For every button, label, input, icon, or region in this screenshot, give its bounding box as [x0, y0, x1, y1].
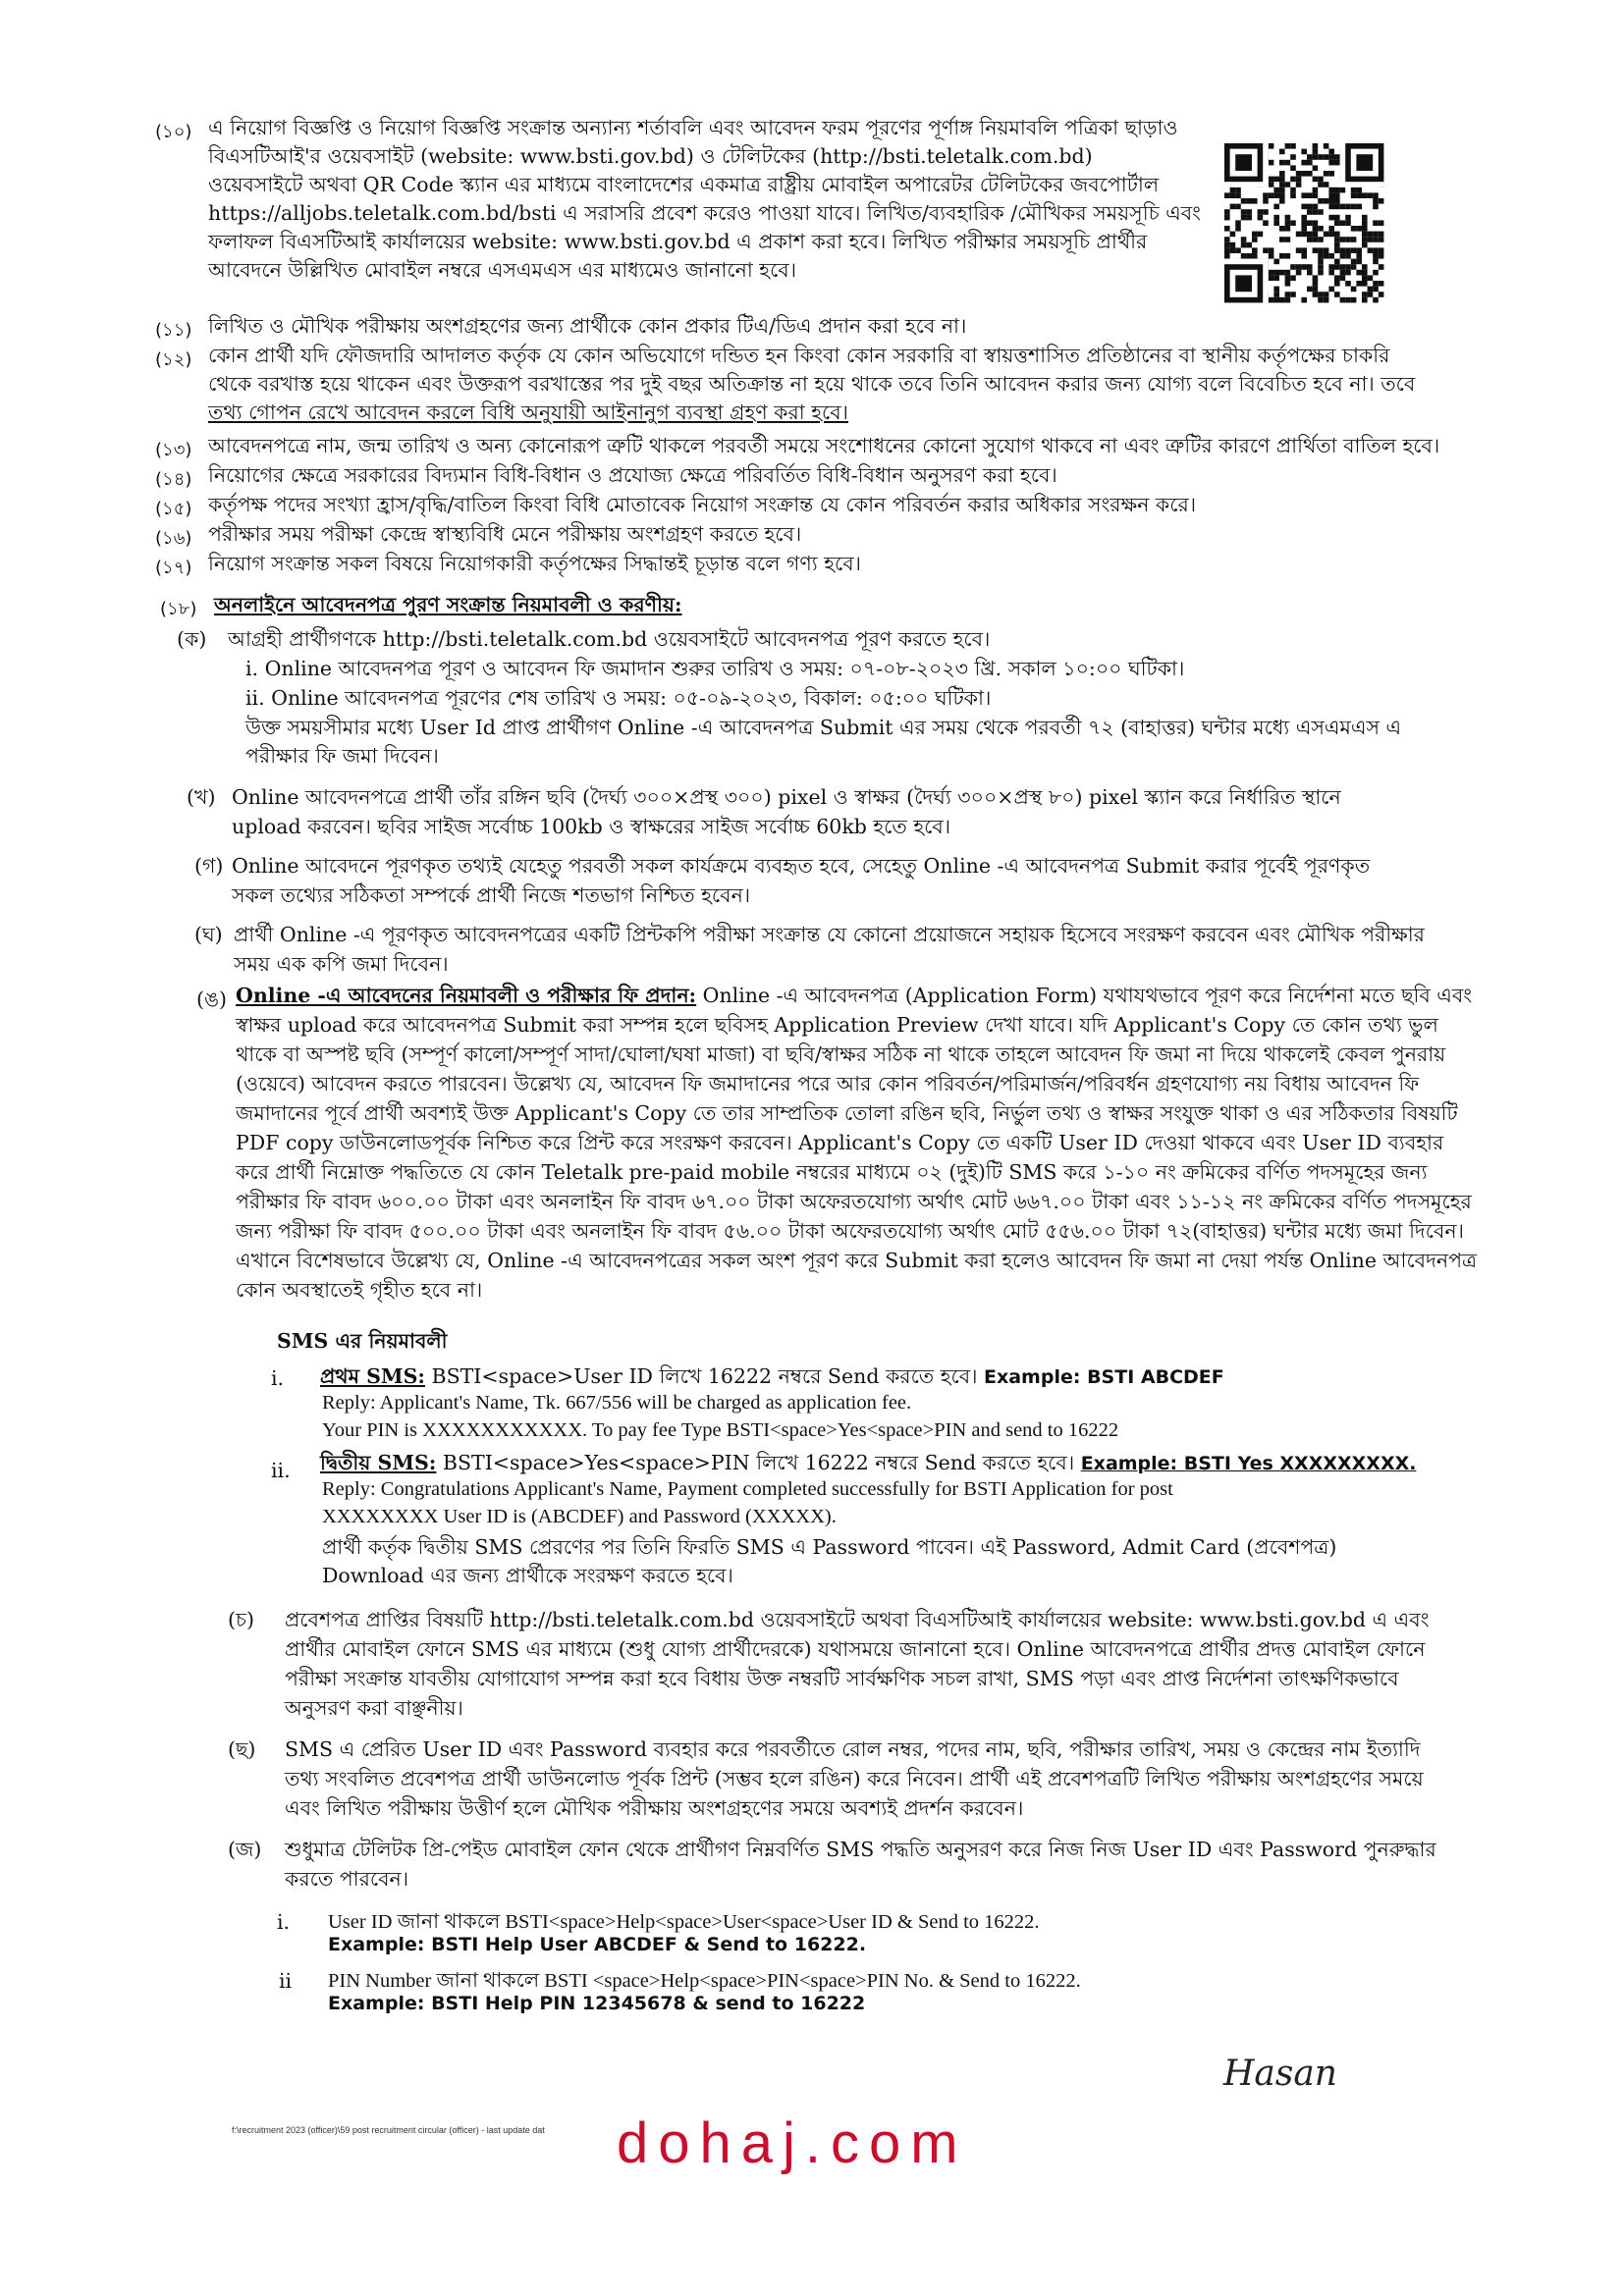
s18-heading: অনলাইনে আবেদনপত্র পুরণ সংক্রান্ত নিয়মাবলী ও করণীয়:	[214, 593, 682, 616]
item-number: (চ)	[228, 1608, 255, 1631]
s12-line-2: থেকে বরখাস্ত হয়ে থাকেন এবং উক্তরূপ বরখাস্তের পর দুই বছর অতিক্রান্ত না হয়ে থাকে তবে তিনি আবেদন করার জন্য যোগ্য বলে বিবেচিত হবে না। তবে	[208, 372, 1416, 396]
item-number: (১৬)	[155, 528, 192, 549]
uma-line-2: স্বাক্ষর upload করে আবেদনপত্র Submit করা সম্পন্ন হলে ছবিসহ Application Preview দেখা যাবে। যদি Applicant's Copy তে কোন তথ্য ভুল	[236, 1013, 1438, 1037]
sms-second-text: BSTI<space>Yes<space>PIN লিখে 16222 নম্বরে Send করতে হবে।	[442, 1451, 1075, 1474]
sms-second-example: Example: BSTI Yes XXXXXXXXX.	[1080, 1453, 1417, 1474]
roman-numeral: i.	[277, 1910, 291, 1934]
sms-first-example: Example: BSTI ABCDEF	[984, 1366, 1224, 1388]
item-number: (১৫)	[155, 499, 192, 519]
s15-text: কর্তৃপক্ষ পদের সংখ্যা হ্রাস/বৃদ্ধি/বাতিল কিংবা বিধি মোতাবেক নিয়োগ সংক্রান্ত যে কোন পরিবর্তন করার অধিকার সংরক্ষন করে।	[208, 493, 1197, 516]
s12-line-1: কোন প্রার্থী যদি ফৌজদারি আদালত কর্তৃক যে কোন অভিযোগে দন্ডিত হন কিংবা কোন সরকারি বা স্বায়ত্তশাসিত প্রতিষ্ঠানের বা স্থানীয় কর্তৃপক্ষের চাকরি	[208, 344, 1390, 367]
ja-line-1: শুধুমাত্র টেলিটক প্রি-পেইড মোবাইল ফোন থেকে প্রার্থীগণ নিম্নবর্ণিত SMS পদ্ধতি অনুসরণ করে নিজ নিজ User ID এবং Password পুনরুদ্ধার	[285, 1838, 1436, 1861]
s10-line-4: https://alljobs.teletalk.com.bd/bsti এ সরাসরি প্রবেশ করেও পাওয়া যাবে। লিখিত/ব্যবহারিক /মৌখিকর সময়সূচি এবং	[208, 201, 1201, 225]
s10-line-5: ফলাফল বিএসটিআই কার্যালয়ের website: www.bsti.gov.bd এ প্রকাশ করা হবে। লিখিত পরীক্ষার সময়সূচি প্রার্থীর	[208, 230, 1148, 253]
sms-rules-title: SMS এর নিয়মাবলী	[277, 1329, 448, 1353]
sms-second-label: দ্বিতীয় SMS:	[320, 1451, 437, 1474]
sms-first-reply: Reply: Applicant's Name, Tk. 667/556 will be charged as application fee.	[322, 1392, 912, 1414]
ka-date-end: ii. Online আবেদনপত্র পূরণের শেষ তারিখ ও সময়: ০৫-০৯-২০২৩, বিকাল: ০৫:০০ ঘটিকা।	[245, 686, 992, 710]
cha-line-3: পরীক্ষা সংক্রান্ত যাবতীয় যোগাযোগ সম্পন্ন করা হবে বিধায় উক্ত নম্বরটি সার্বক্ষণিক সচল রাখা, SMS পড়া এবং প্রাপ্ত নির্দেশনা তাৎক্ষণিকভাবে	[285, 1667, 1399, 1690]
ja-line-2: করতে পারবেন।	[285, 1867, 409, 1891]
sms-second-note-1: প্রার্থী কর্তৃক দ্বিতীয় SMS প্রেরণের পর তিনি ফিরতি SMS এ Password পাবেন। এই Password, Admit Card (প্রবেশপত্র)	[322, 1535, 1337, 1559]
ga-line-2: সকল তথ্যের সঠিকতা সম্পর্কে প্রার্থী নিজে শতভাগ নিশ্চিত হবেন।	[232, 883, 751, 907]
sms-first-text: BSTI<space>User ID লিখে 16222 নম্বরে Send করতে হবে।	[431, 1364, 978, 1388]
ja-i-example: Example: BSTI Help User ABCDEF & Send to 16222.	[328, 1934, 867, 1955]
item-number: (ঘ)	[194, 923, 223, 946]
uma-line-11: কোন অবস্থাতেই গৃহীত হবে না।	[236, 1278, 483, 1302]
item-number: (গ)	[194, 854, 224, 878]
roman-numeral: ii.	[271, 1459, 291, 1482]
s10-line-6: আবেদনে উল্লিখিত মোবাইল নম্বরে এসএমএস এর মাধ্যমেও জানানো হবে।	[208, 258, 797, 282]
cha-line-4: অনুসরণ করা বাঞ্ছনীয়।	[285, 1696, 463, 1720]
uma-line-8: পরীক্ষার ফি বাবদ ৬০০.০০ টাকা এবং অনলাইন ফি বাবদ ৬৭.০০ টাকা অফেরতযোগ্য অর্থাৎ মোট ৬৬৭.০০ টাকা এবং ১১-১২ নং ক্রমিকের বর্ণিত পদসমূহের	[236, 1190, 1472, 1213]
item-number: (১১)	[155, 320, 192, 341]
uma-line-3: থাকে বা অস্পষ্ট ছবি (সম্পূর্ণ কালো/সম্পূর্ণ সাদা/ঘোলা/ঘষা মাজা) বা ছবি/স্বাক্ষর সঠিক না থাকে তাহলে আবেদন ফি জমা না দিয়ে থাকলেই কেবল পুনরায়	[236, 1042, 1446, 1066]
s10-line-1: এ নিয়োগ বিজ্ঞপ্তি ও নিয়োগ বিজ্ঞপ্তি সংক্রান্ত অন্যান্য শর্তাবলি এবং আবেদন ফরম পূরণের পূর্ণাঙ্গ নিয়মাবলি পত্রিকা ছাড়াও	[208, 116, 1178, 139]
s14-text: নিয়োগের ক্ষেত্রে সরকারের বিদ্যমান বিধি-বিধান ও প্রযোজ্য ক্ষেত্রে পরিবর্তিত বিধি-বিধান অনুসরণ করা হবে।	[208, 463, 1057, 487]
s10-line-2: বিএসটিআই'র ওয়েবসাইট (website: www.bsti.gov.bd) ও টেলিটকের (http://bsti.teletalk.com.bd)	[208, 144, 1093, 168]
signature: Hasan	[1223, 2054, 1337, 2094]
uma-line-1: Online -এ আবেদনপত্র (Application Form) যথাযথভাবে পূরণ করে নির্দেশনা মতে ছবি এবং	[702, 984, 1473, 1007]
item-number: (ছ)	[228, 1737, 256, 1761]
gha-line-1: প্রার্থী Online -এ পূরণকৃত আবেদনপত্রের একটি প্রিন্টকপি পরীক্ষা সংক্রান্ত যে কোনো প্রয়োজনে সহায়ক হিসেবে সংরক্ষণ করবেন এবং মৌখিক পরীক্ষার	[234, 923, 1425, 946]
s12-line-3: তথ্য গোপন রেখে আবেদন করলে বিধি অনুযায়ী আইনানুগ ব্যবস্থা গ্রহণ করা হবে।	[208, 400, 848, 424]
item-number: (খ)	[187, 785, 216, 809]
ga-line-1: Online আবেদনে পূরণকৃত তথ্যই যেহেতু পরবর্তী সকল কার্যক্রমে ব্যবহৃত হবে, সেহেতু Online -এ আবেদনপত্র Submit করার পূর্বেই পূরণকৃত	[232, 854, 1371, 878]
ka-line-1: আগ্রহী প্রার্থীগণকে http://bsti.teletalk.com.bd ওয়েবসাইটে আবেদনপত্র পূরণ করতে হবে।	[228, 627, 991, 651]
item-number: (১০)	[155, 122, 192, 142]
item-number: (১৭)	[155, 558, 192, 578]
s17-text: নিয়োগ সংক্রান্ত সকল বিষয়ে নিয়োগকারী কর্তৃপক্ষের সিদ্ধান্তই চূড়ান্ত বলে গণ্য হবে।	[208, 552, 861, 575]
qr-code-icon	[1220, 128, 1387, 324]
ja-ii-text: PIN Number জানা থাকলে BSTI <space>Help<space>PIN<space>PIN No. & Send to 16222.	[328, 1970, 1081, 1992]
chha-line-3: এবং লিখিত পরীক্ষায় উত্তীর্ণ হলে মৌখিক পরীক্ষায় অংশগ্রহণের সময়ে অবশ্যই প্রদর্শন করবেন।	[285, 1796, 1024, 1820]
uma-line-6: PDF copy ডাউনলোডপূর্বক নিশ্চিত করে প্রিন্ট করে সংরক্ষণ করবেন। Applicant's Copy তে একটি User ID দেওয়া থাকবে এবং User ID ব্যবহার	[236, 1131, 1444, 1154]
ka-date-start: i. Online আবেদনপত্র পূরণ ও আবেদন ফি জমাদান শুরুর তারিখ ও সময়: ০৭-০৮-২০২৩ খ্রি. সকাল ১০:০০ ঘটিকা।	[245, 657, 1185, 680]
roman-numeral: ii	[279, 1969, 293, 1993]
item-number: (১৪)	[155, 469, 192, 490]
item-number: (১৮)	[160, 599, 197, 619]
footer-file-path: f:\recruitment 2023 (officer)\59 post recruitment circular (officer) - last update dat	[232, 2125, 545, 2135]
uma-heading: Online -এ আবেদনের নিয়মাবলী ও পরীক্ষার ফি প্রদান:	[236, 984, 697, 1007]
ka-line-5: পরীক্ষার ফি জমা দিবেন।	[245, 744, 439, 768]
uma-line-10: এখানে বিশেষভাবে উল্লেখ্য যে, Online -এ আবেদনপত্রের সকল অংশ পূরণ করে Submit করা হলেও আবেদন ফি জমা না দেয়া পর্যন্ত Online আবেদনপত্র	[236, 1249, 1478, 1272]
sms-first-label: প্রথম SMS:	[320, 1364, 425, 1388]
item-number: (১৩)	[155, 440, 192, 460]
sms-second-note-2: Download এর জন্য প্রার্থীকে সংরক্ষণ করতে হবে।	[322, 1564, 733, 1587]
sms-second-reply: Reply: Congratulations Applicant's Name, Payment completed successfully for BSTI Application for post	[322, 1478, 1173, 1500]
uma-line-9: জন্য পরীক্ষা ফি বাবদ ৫০০.০০ টাকা এবং অনলাইন ফি বাবদ ৫৬.০০ টাকা অফেরতযোগ্য অর্থাৎ মোট ৫৫৬.০০ টাকা ৭২(বাহাত্তর) ঘন্টার মধ্যে জমা দিবেন।	[236, 1219, 1464, 1243]
sms-second-credentials: XXXXXXXX User ID is (ABCDEF) and Password (XXXXX).	[322, 1506, 837, 1527]
item-number: (১২)	[155, 349, 192, 370]
chha-line-1: SMS এ প্রেরিত User ID এবং Password ব্যবহার করে পরবর্তীতে রোল নম্বর, পদের নাম, ছবি, পরীক্ষার তারিখ, সময় ও কেন্দ্রের নাম ইত্যাদি	[285, 1737, 1421, 1761]
uma-line-4: (ওয়েবে) আবেদন করতে পারবেন। উল্লেখ্য যে, আবেদন ফি জমাদানের পরে আর কোন পরিবর্তন/পরিমার্জন/পরিবর্ধন গ্রহণযোগ্য নয় বিধায় আবেদন ফি	[236, 1072, 1420, 1095]
s11-text: লিখিত ও মৌখিক পরীক্ষায় অংশগ্রহণের জন্য প্রার্থীকে কোন প্রকার টিএ/ডিএ প্রদান করা হবে না।	[208, 314, 967, 338]
ja-ii-example: Example: BSTI Help PIN 12345678 & send to 16222	[328, 1993, 866, 2014]
ka-line-4: উক্ত সময়সীমার মধ্যে User Id প্রাপ্ত প্রার্থীগণ Online -এ আবেদনপত্র Submit এর সময় থেকে পরবর্তী ৭২ (বাহাত্তর) ঘন্টার মধ্যে এসএমএস এ	[245, 716, 1402, 739]
uma-line-5: জমাদানের পূর্বে প্রার্থী অবশ্যই উক্ত Applicant's Copy তে তার সাম্প্রতিক তোলা রঙিন ছবি, নির্ভুল তথ্য ও স্বাক্ষর সংযুক্ত থাকা ও এর সঠিকতার বিষয়টি	[236, 1101, 1458, 1125]
uma-line-7: করে প্রার্থী নিম্নোক্ত পদ্ধতিতে যে কোন Teletalk pre-paid mobile নম্বরের মাধ্যমে ০২ (দুই)টি SMS করে ১-১০ নং ক্রমিকের বর্ণিত পদসমূহের জন্য	[236, 1160, 1428, 1184]
ja-i-text: User ID জানা থাকলে BSTI<space>Help<space>User<space>User ID & Send to 16222.	[328, 1911, 1040, 1933]
cha-line-2: প্রার্থীর মোবাইল ফোনে SMS এর মাধ্যমে (শুধু যোগ্য প্রার্থীদেরকে) যথাসময়ে জানানো হবে। Online আবেদনপত্রে প্রার্থীর প্রদত্ত মোবাইল ফোনে	[285, 1637, 1426, 1661]
sms-first-pin: Your PIN is XXXXXXXXXXX. To pay fee Type BSTI<space>Yes<space>PIN and send to 16222	[322, 1419, 1119, 1441]
item-number: (ক)	[177, 627, 207, 651]
kha-line-2: upload করবেন। ছবির সাইজ সর্বোচ্চ 100kb ও স্বাক্ষরের সাইজ সর্বোচ্চ 60kb হতে হবে।	[232, 815, 951, 838]
item-number: (জ)	[228, 1838, 262, 1861]
cha-line-1: প্রবেশপত্র প্রাপ্তির বিষয়টি http://bsti.teletalk.com.bd ওয়েবসাইটে অথবা বিএসটিআই কার্যালয়ের website: www.bsti.gov.bd এ এবং	[285, 1608, 1430, 1631]
s16-text: পরীক্ষার সময় পরীক্ষা কেন্দ্রে স্বাস্থ্যবিধি মেনে পরীক্ষায় অংশগ্রহণ করতে হবে।	[208, 522, 802, 546]
roman-numeral: i.	[271, 1366, 285, 1390]
item-number: (ঙ)	[196, 988, 228, 1011]
kha-line-1: Online আবেদনপত্রে প্রার্থী তাঁর রঙ্গিন ছবি (দৈর্ঘ্য ৩০০×প্রস্থ ৩০০) pixel ও স্বাক্ষর (দৈর্ঘ্য ৩০০×প্রস্থ ৮০) pixel স্ক্যান করে নির্ধারিত স্থানে	[232, 785, 1341, 809]
gha-line-2: সময় এক কপি জমা দিবেন।	[234, 952, 449, 976]
s10-line-3: ওয়েবসাইটে অথবা QR Code স্ক্যান এর মাধ্যমে বাংলাদেশের একমাত্র রাষ্ট্রীয় মোবাইল অপারেটর টেলিটকের জবপোর্টাল	[208, 173, 1160, 196]
chha-line-2: তথ্য সংবলিত প্রবেশপত্র প্রার্থী ডাউনলোড পূর্বক প্রিন্ট (সম্ভব হলে রঙিন) করে নিবেন। প্রার্থী এই প্রবেশপত্রটি লিখিত পরীক্ষায় অংশগ্রহণের সময়ে	[285, 1767, 1424, 1790]
watermark: dohaj.com	[617, 2111, 968, 2175]
s13-text: আবেদনপত্রে নাম, জন্ম তারিখ ও অন্য কোনোরূপ ত্রুটি থাকলে পরবর্তী সময়ে সংশোধনের কোনো সুযোগ থাকবে না এবং ত্রুটির কারণে প্রার্থিতা বাতিল হবে।	[208, 434, 1440, 457]
